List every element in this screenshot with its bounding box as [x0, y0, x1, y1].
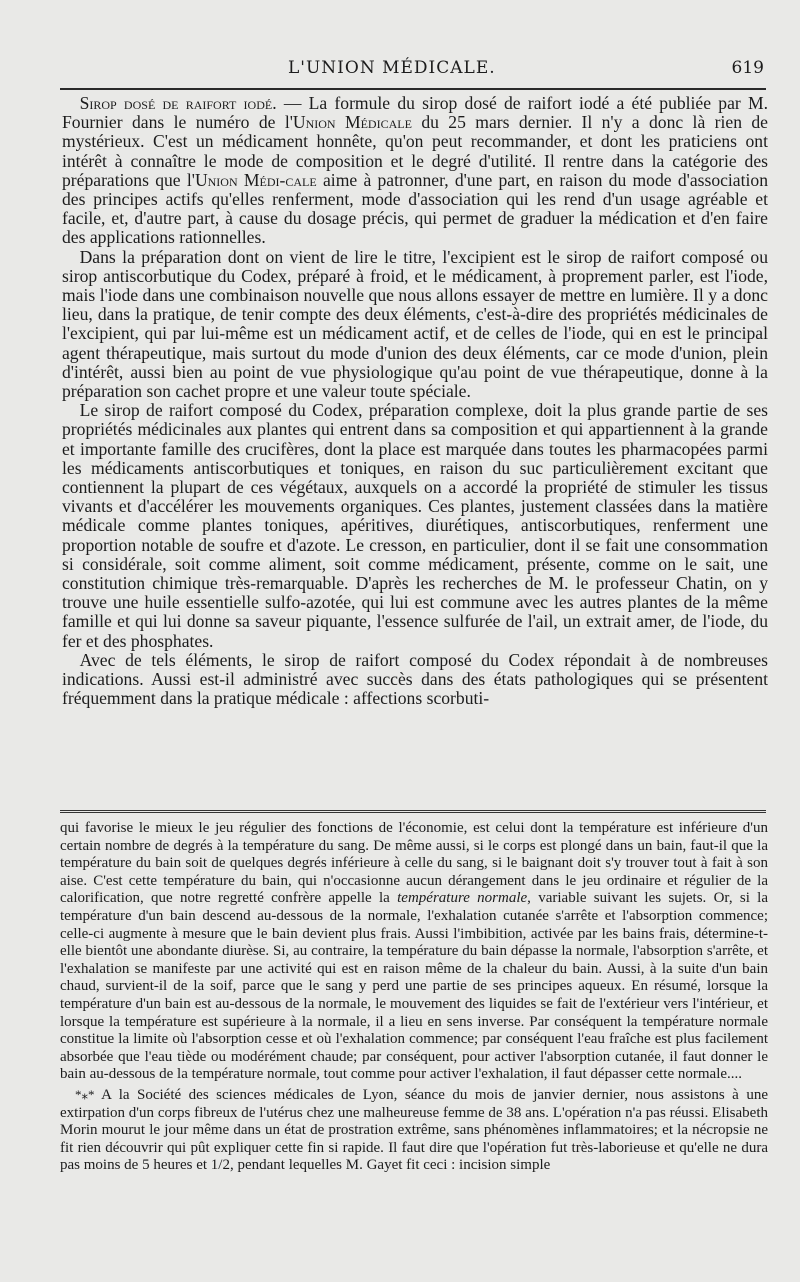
article-heading: Sirop dosé de raifort iodé. [79, 93, 277, 113]
journal-name: Union Médicale [292, 112, 412, 133]
paragraph-2: Dans la préparation dont on vient de lire le titre, l'excipient est le sirop de raifort composé ou sirop antiscorbutique du Codex, préparé à froid, et le médicament, à proprement parler, est l'iode, mais l'iode dans une combinaison nouvelle que nous allons essayer de mettre en lumière. Il y a donc lieu, dans la pratique, de tenir compte des deux éléments, c'est-à-dire des propriétés médicinales de l'excipient, qui par lui-même est un médicament actif, et de celles de l'iode, qui en est le principal agent thérapeutique, mais surtout du mode d'union des deux éléments, car ce mode d'union, plein d'intérêt, aussi bien au point de vue physiologique qu'au point de vue thérapeutique, donne à la préparation son cachet propre et une valeur toute spéciale. [62, 246, 768, 402]
footnote-continuation: qui favorise le mieux le jeu régulier des fonctions de l'économie, est celui dont la température est inférieure d'un certain nombre de degrés à la température du sang. De même aussi, si le corps est plongé dans un bain, faut-il que la température du bain soit de quelques degrés inférieure à celle du sang, si le baignant doit s'y trouver tout à fait à son aise. C'est cette température du bain, qui n'occasionne aucun dérangement dans le jeu ordinaire et régulier de la calorification, que notre regretté confrère appelle la température normale, variable suivant les sujets. Or, si la température d'un bain descend au-dessous de la normale, l'exhalation cutanée s'arrête et l'absorption commence; celle-ci augmente à mesure que le bain devient plus frais. Aussi l'imbibition, activée par les bains frais, détermine-t-elle bientôt une abondante diurèse. Si, au contraire, la température du bain dépasse la normale, l'absorption s'arrête, et l'exhalation se manifeste par une activité qui est en raison même de la chaleur du bain. Aussi, à la suite d'un bain chaud, survient-il de la soif, parce que le sang y perd une partie de ses principes aqueux. En résumé, lorsque la température d'un bain est au-dessous de la normale, le mouvement des liquides se fait de l'extérieur vers l'intérieur, et lorsque la température est supérieure à la normale, il a lieu en sens inverse. Par conséquent la température normale constitue la limite où l'absorption cesse et où l'exhalation commence; par conséquent l'eau fraîche est plus facilement absorbée que l'eau tiède ou modérément chaude; par conséquent, pour activer l'absorption cutanée, il faut donner le bain au-dessous de la température normale, tout comme pour activer l'exhalation, il faut dépasser cette normale.... [60, 820, 768, 1083]
paragraph-3: Le sirop de raifort composé du Codex, préparation complexe, doit la plus grande partie de ses propriétés médicinales aux plantes qui entrent dans sa composition et qui appartiennent à la grande et importante famille des crucifères, dont la place est marquée dans toutes les pharmacopées parmi les médicaments antiscorbutiques et toniques, en raison du suc particulièrement excitant que contiennent la plupart de ces végétaux, auxquels on a accordé la propriété de stimuler les tissus vivants et d'accélérer les mouvements organiques. Ces plantes, justement classées dans la matière médicale comme plantes toniques, apéritives, diurétiques, antiscorbutiques, renferment une proportion notable de soufre et d'azote. Le cresson, en particulier, dont il se fait une consommation si considérale, soit comme aliment, soit comme médicament, présente, comme on le sait, une constitution chimique très-remarquable. D'après les recherches de M. le professeur Chatin, on y trouve une huile essentielle sulfo-azotée, qui lui est commune avec les autres plantes de la même famille et qui lui donne sa saveur piquante, l'essence sulfurée de l'ail, un extrait amer, de l'iode, du fer et des phosphates. [62, 400, 768, 651]
italic-term: température normale [397, 890, 528, 907]
asterism: *⁎* [75, 1086, 95, 1102]
page-number: 619 [731, 58, 764, 78]
paragraph-1: Sirop dosé de raifort iodé. — La formule du sirop dosé de raifort iodé a été publiée par M. Fournier dans le numéro de l'Union Médicale du 25 mars dernier. Il n'y a donc là rien de mystérieux. C'est un médicament honnête, qu'on peut recommander, et dont les praticiens ont intérêt à connaître le mode de composition et le degré d'utilité. Il rentre dans la catégorie des préparations que l'Union Médi-cale aime à patronner, d'une part, en raison du mode d'association des principes actifs qu'elles renferment, mode d'association qui les rend d'un usage agréable et facile, et, d'autre part, à cause du dosage précis, qui permet de graduer la médication et d'en faire des applications rationnelles. [62, 93, 768, 248]
running-title: L'UNION MÉDICALE. [288, 58, 496, 78]
footnotes [60, 820, 768, 1175]
footnote-rule [60, 810, 766, 813]
article-body [62, 94, 768, 709]
journal-name-2: Union Médi-cale [194, 169, 317, 190]
paragraph-4: Avec de tels éléments, le sirop de raifort composé du Codex répondait à de nombreuses indications. Aussi est-il administré avec succès dans des états pathologiques qui se présentent fréquemment dans la pratique médicale : affections scorbuti- [62, 649, 768, 709]
footnote-lyon: *⁎* A la Société des sciences médicales de Lyon, séance du mois de janvier dernier, nous assistons à une extirpation d'un corps fibreux de l'utérus chez une malheureuse femme de 38 ans. L'opération n'a pas réussi. Elisabeth Morin mourut le jour même dans un état de prostration extrême, sans phénomènes inflammatoires; et la nécropsie ne fit rien découvrir qui pût expliquer cette fin si rapide. Il faut dire que l'opération fut très-laborieuse et qu'elle ne dura pas moins de 5 heures et 1/2, pendant lequelles M. Gayet fit ceci : incision simple [60, 1086, 768, 1174]
page-header [0, 58, 800, 82]
header-rule [60, 88, 766, 90]
